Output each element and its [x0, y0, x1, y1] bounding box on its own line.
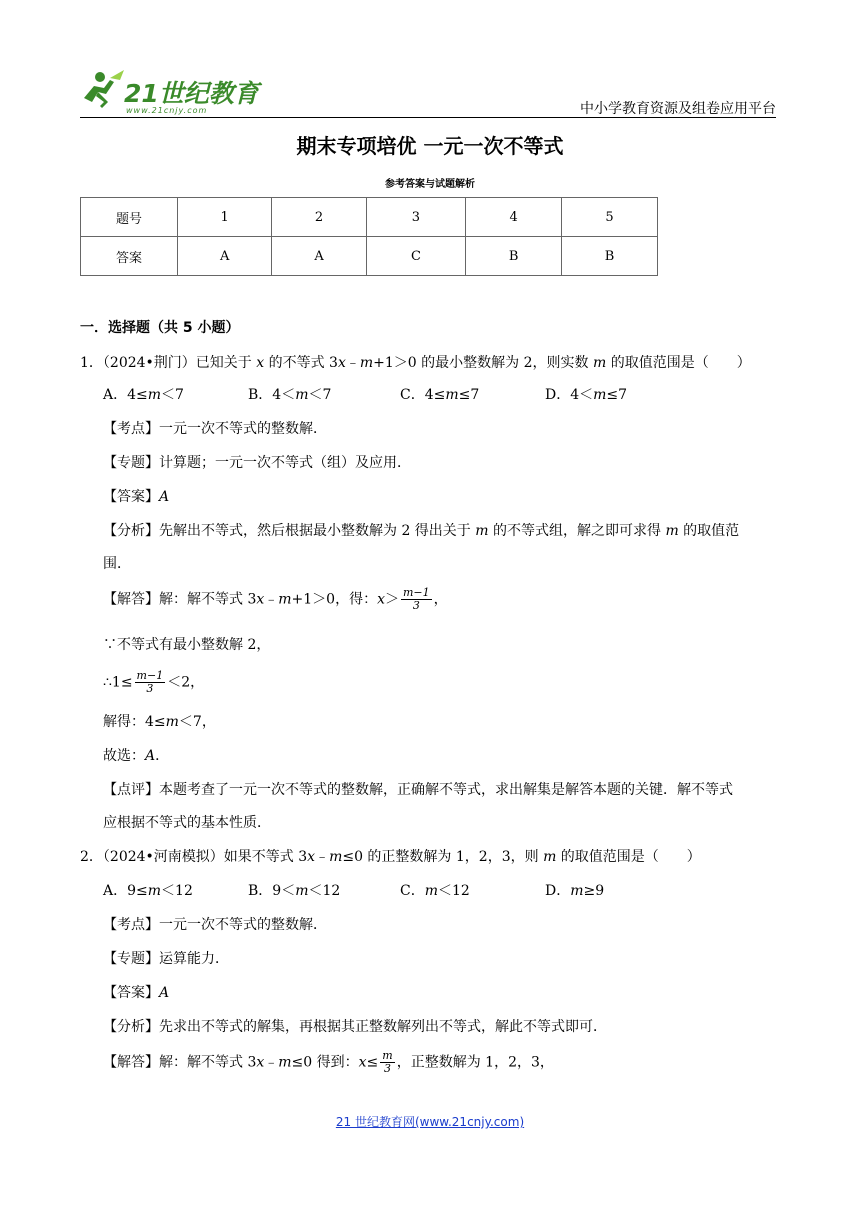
q2-option-a: A．9≤m＜12 [103, 883, 193, 899]
question-number: 5 [562, 198, 658, 237]
q2-option-c: C．m＜12 [400, 883, 470, 899]
table-row [81, 198, 658, 237]
q1-options [0, 384, 860, 404]
question-number: 1 [178, 198, 272, 237]
header-divider [80, 117, 776, 118]
question-number: 3 [366, 198, 465, 237]
q1-comment: 【点评】本题考查了一元一次不等式的整数解，正确解不等式，求出解集是解答本题的关键．解不等式 [103, 782, 733, 798]
answer-cell: B [466, 237, 562, 276]
q1-option-d: D．4＜m≤7 [545, 387, 628, 403]
q1-zhuanti: 【专题】计算题；一元一次不等式（组）及应用． [103, 455, 411, 471]
q2-option-d: D．m≥9 [545, 883, 605, 899]
platform-tagline: 中小学教育资源及组卷应用平台 [580, 101, 776, 117]
question-number: 2 [272, 198, 366, 237]
q2-stem: 2．（2024•河南模拟）如果不等式 3x﹣m≤0 的正整数解为 1，2，3，则 m 的取值范围是（ ） [80, 849, 701, 865]
q1-answer: 【答案】A [103, 489, 170, 505]
fraction: $\frac{m-1}{3}$ [403, 586, 430, 612]
logo-url: www.21cnjy.com [126, 106, 208, 115]
q2-solution: 【解答】解：解不等式 3x﹣m≤0 得到：x≤ $\frac{m}{3}$ ，正整数解为 1，2，3， [103, 1049, 554, 1075]
q1-solve: 解得：4≤m＜7， [103, 714, 216, 730]
page-subtitle: 参考答案与试题解析 [385, 179, 475, 190]
q1-comment-cont: 应根据不等式的基本性质． [103, 815, 271, 831]
q2-analysis: 【分析】先求出不等式的解集，再根据其正整数解列出不等式，解此不等式即可． [103, 1019, 607, 1035]
answer-cell: C [366, 237, 465, 276]
answer-table [80, 197, 658, 276]
row-label-answer: 答案 [81, 237, 178, 276]
table-row [81, 237, 658, 276]
q2-answer: 【答案】A [103, 985, 170, 1001]
row-label-question: 题号 [81, 198, 178, 237]
answer-cell: B [562, 237, 658, 276]
fraction: $\frac{m}{3}$ [382, 1049, 393, 1075]
q1-option-a: A．4≤m＜7 [103, 387, 184, 403]
logo-text: 21世纪教育 [124, 79, 259, 108]
q1-analysis-cont: 围． [103, 556, 131, 572]
q1-stem: 1．（2024•荆门）已知关于 x 的不等式 3x﹣m+1＞0 的最小整数解为 2，则实数 m 的取值范围是（ ） [80, 355, 751, 371]
brand-logo [80, 68, 260, 118]
q2-option-b: B．9＜m＜12 [248, 883, 341, 899]
q2-zhuanti: 【专题】运算能力． [103, 951, 229, 967]
q1-analysis: 【分析】先解出不等式，然后根据最小整数解为 2 得出关于 m 的不等式组，解之即可求得 m 的取值范 [103, 523, 740, 539]
q1-option-b: B．4＜m＜7 [248, 387, 332, 403]
answer-cell: A [178, 237, 272, 276]
page-title: 期末专项培优 一元一次不等式 [296, 134, 564, 158]
q1-choose: 故选：A． [103, 748, 170, 764]
question-number: 4 [466, 198, 562, 237]
q1-option-c: C．4≤m≤7 [400, 387, 480, 403]
q1-because: ∵不等式有最小整数解 2， [103, 637, 271, 653]
q1-therefore: ∴1≤ $\frac{m-1}{3}$ ＜2， [103, 669, 205, 695]
q1-kaodian: 【考点】一元一次不等式的整数解． [103, 421, 327, 437]
q2-kaodian: 【考点】一元一次不等式的整数解． [103, 917, 327, 933]
answer-cell: A [272, 237, 366, 276]
q2-options [0, 880, 860, 900]
fraction: $\frac{m-1}{3}$ [136, 669, 164, 695]
q1-solution: 【解答】解：解不等式 3x﹣m+1＞0，得：x＞ $\frac{m-1}{3}$ ， [103, 586, 448, 612]
footer-link[interactable]: 21 世纪教育网(www.21cnjy.com) [335, 1115, 525, 1129]
section-heading: 一．选择题（共 5 小题） [80, 320, 240, 336]
